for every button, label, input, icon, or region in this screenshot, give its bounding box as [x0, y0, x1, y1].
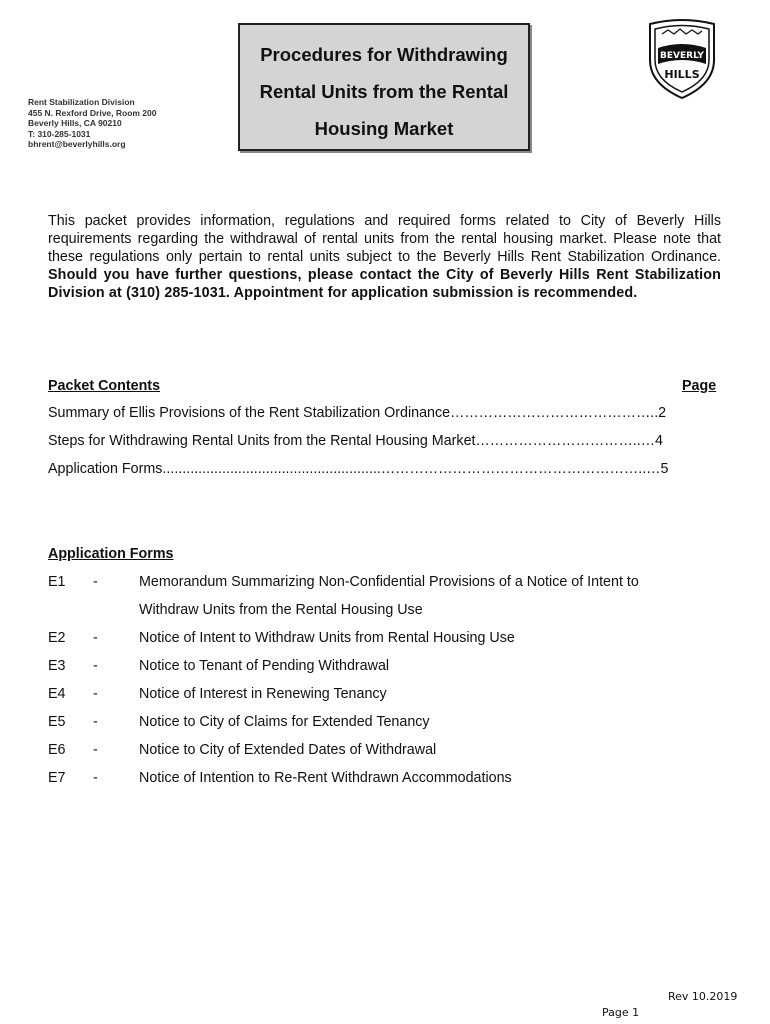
title-line: Procedures for Withdrawing — [260, 44, 508, 65]
address-phone: T: 310-285-1031 — [28, 128, 91, 139]
title-line: Housing Market — [314, 118, 454, 139]
form-title: Memorandum Summarizing Non-Confidential Provisions of a Notice of Intent to — [139, 574, 639, 590]
form-list-item — [48, 630, 688, 650]
form-code: E1 — [48, 574, 66, 590]
logo-text-top: BEVERLY — [660, 51, 704, 61]
form-list-item — [48, 770, 688, 790]
revision-date: Rev 10.2019 — [668, 990, 738, 1003]
form-title: Notice of Intention to Re-Rent Withdrawn Accommodations — [139, 770, 512, 786]
packet-contents-heading: Packet Contents — [48, 378, 161, 394]
title-line: Rental Units from the Rental — [259, 81, 509, 102]
form-title-continued: Withdraw Units from the Rental Housing Use — [139, 602, 423, 618]
form-code: E3 — [48, 658, 66, 674]
page-column-heading: Page — [682, 378, 717, 394]
form-dash: - — [93, 714, 98, 730]
intro-paragraph — [48, 212, 721, 302]
page-number: Page 1 — [602, 1006, 640, 1019]
toc-entry: Application Forms.......................................................………………………………………………..…5 — [48, 461, 669, 477]
toc-entry: Summary of Ellis Provisions of the Rent Stabilization Ordinance……………………………………..2 — [48, 405, 667, 421]
form-list-item — [48, 686, 688, 706]
application-forms-heading: Application Forms — [48, 546, 174, 562]
division-address — [28, 97, 157, 150]
form-list-item — [48, 658, 688, 678]
form-title: Notice to City of Extended Dates of Withdrawal — [139, 742, 437, 758]
document-title — [238, 23, 530, 151]
form-title: Notice to Tenant of Pending Withdrawal — [139, 658, 390, 674]
form-list-item — [48, 574, 688, 594]
form-code: E6 — [48, 742, 66, 758]
form-code: E7 — [48, 770, 66, 786]
form-code: E5 — [48, 714, 66, 730]
beverly-hills-shield-logo — [644, 18, 720, 100]
form-dash: - — [93, 658, 98, 674]
form-title: Notice to City of Claims for Extended Tenancy — [139, 714, 430, 730]
form-code: E4 — [48, 686, 66, 702]
form-dash: - — [93, 686, 98, 702]
form-list-item-continued — [48, 602, 688, 622]
form-dash: - — [93, 770, 98, 786]
address-line: Beverly Hills, CA 90210 — [28, 118, 122, 128]
form-code: E2 — [48, 630, 66, 646]
intro-contact-text: Should you have further questions, please contact the City of Beverly Hills Rent Stabilization Division at (310) 285-1031. Appointment for application submission is recommended. — [48, 267, 721, 301]
form-dash: - — [93, 742, 98, 758]
address-line: 455 N. Rexford Drive, Room 200 — [28, 107, 157, 118]
intro-text: This packet provides information, regulations and required forms related to City of Beverly Hills requirements regarding the withdrawal of rental units from the rental housing market. Please note that these regulations only pertain to rental units subject to the Beverly Hills Rent Stabilization Ordinance. — [48, 213, 721, 265]
logo-text-bottom: HILLS — [664, 68, 700, 81]
form-list-item — [48, 742, 688, 762]
toc-entry: Steps for Withdrawing Rental Units from the Rental Housing Market……………………………..…4 — [48, 433, 663, 449]
address-email: bhrent@beverlyhills.org — [28, 139, 126, 149]
address-line: Rent Stabilization Division — [28, 97, 135, 107]
form-title: Notice of Intent to Withdraw Units from Rental Housing Use — [139, 630, 515, 646]
form-dash: - — [93, 574, 98, 590]
form-title: Notice of Interest in Renewing Tenancy — [139, 686, 387, 702]
form-list-item — [48, 714, 688, 734]
form-dash: - — [93, 630, 98, 646]
